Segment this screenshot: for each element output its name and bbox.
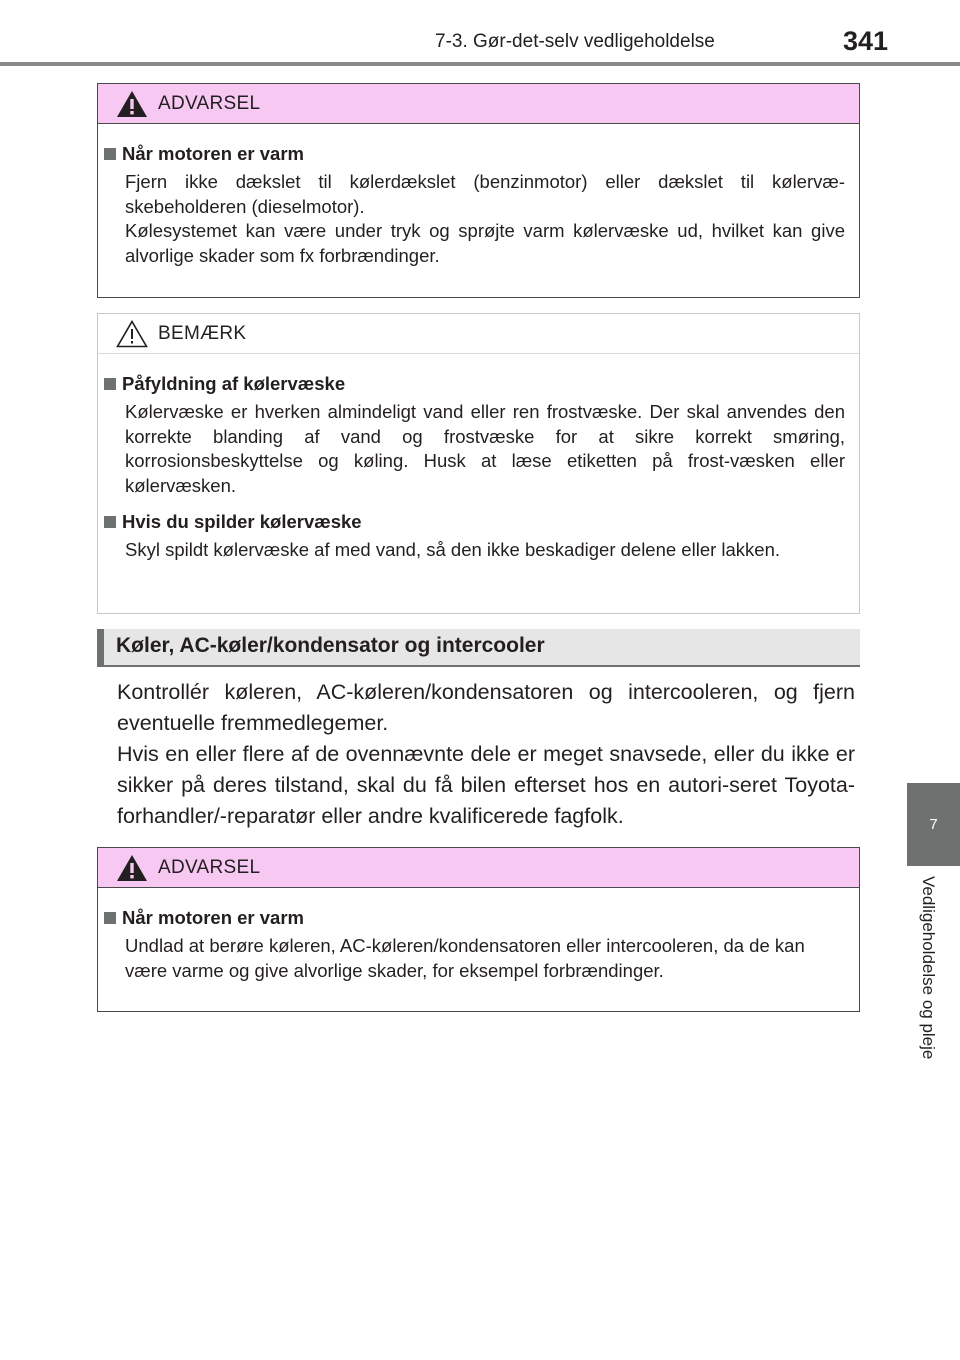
bullet-square-icon	[104, 516, 116, 528]
header-section-title: 7-3. Gør-det-selv vedligeholdelse	[435, 31, 715, 52]
notice-box-coolant	[97, 313, 860, 614]
body-paragraph: Kontrollér køleren, AC-køleren/kondensatoren og intercooleren, og fjern eventuelle fremmedlegemer.	[117, 680, 855, 735]
item-body	[125, 170, 845, 268]
chapter-number: 7	[929, 816, 938, 833]
item-text: Skyl spildt kølervæske af med vand, så den ikke beskadiger delene eller lakken.	[125, 539, 781, 560]
list-item	[104, 510, 845, 563]
caution-outline-triangle-icon	[116, 320, 148, 348]
section-heading-underline	[97, 665, 860, 667]
list-item	[104, 906, 845, 983]
item-heading	[104, 510, 845, 534]
warning-triangle-icon	[116, 90, 148, 118]
item-text: Kølervæske er hverken almindeligt vand eller ren frostvæske. Der skal anvendes den korrekte blanding af vand og frostvæske for at sikre korrekt smøring, korrosionsbeskyttelse og køling. Husk at læse etiketten på frost-væsken eller kølervæsken.	[125, 401, 845, 496]
item-heading	[104, 906, 845, 930]
warning-box-hot-engine	[97, 83, 860, 298]
section-heading-text: Køler, AC-køler/kondensator og intercooler	[116, 634, 545, 657]
bullet-square-icon	[104, 378, 116, 390]
notice-box-header	[98, 314, 859, 354]
item-text: Undlad at berøre køleren, AC-køleren/kondensatoren eller intercooleren, da de kan være varme og give alvorlige skader, for eksempel forbrændinger.	[125, 935, 805, 981]
list-item	[104, 142, 845, 268]
warning-box-hot-radiator	[97, 847, 860, 1012]
section-heading	[97, 629, 860, 666]
chapter-tab	[907, 783, 960, 866]
list-item	[104, 372, 845, 498]
warning-box-title: ADVARSEL	[158, 857, 261, 878]
warning-triangle-icon	[116, 854, 148, 882]
item-heading	[104, 372, 845, 396]
chapter-title: Vedligeholdelse og pleje	[919, 876, 938, 1060]
notice-box-title: BEMÆRK	[158, 323, 247, 344]
bullet-square-icon	[104, 912, 116, 924]
item-heading-text: Påfyldning af kølervæske	[122, 373, 346, 394]
section-body	[117, 677, 855, 832]
page-number: 341	[843, 26, 889, 56]
warning-box-header	[98, 848, 859, 888]
item-heading-text: Når motoren er varm	[122, 143, 304, 164]
body-paragraph: Hvis en eller flere af de ovennævnte dele er meget snavsede, eller du ikke er sikker på deres tilstand, skal du få bilen efterset hos en autori-seret Toyota-forhandler/-reparatør eller andre kvalificerede fagfolk.	[117, 742, 855, 828]
item-heading-text: Når motoren er varm	[122, 907, 304, 928]
header-divider	[0, 62, 960, 66]
bullet-square-icon	[104, 148, 116, 160]
item-text-line: Fjern ikke dækslet til kølerdækslet (benzinmotor) eller dækslet til kølervæ-skebeholderen (dieselmotor).	[125, 171, 845, 217]
warning-box-title: ADVARSEL	[158, 93, 261, 114]
item-text-line: Kølesystemet kan være under tryk og sprøjte varm kølervæske ud, hvilket kan give alvorlige skader som fx forbrændinger.	[125, 220, 845, 266]
warning-box-header	[98, 84, 859, 124]
item-heading	[104, 142, 845, 166]
item-heading-text: Hvis du spilder kølervæske	[122, 511, 362, 532]
